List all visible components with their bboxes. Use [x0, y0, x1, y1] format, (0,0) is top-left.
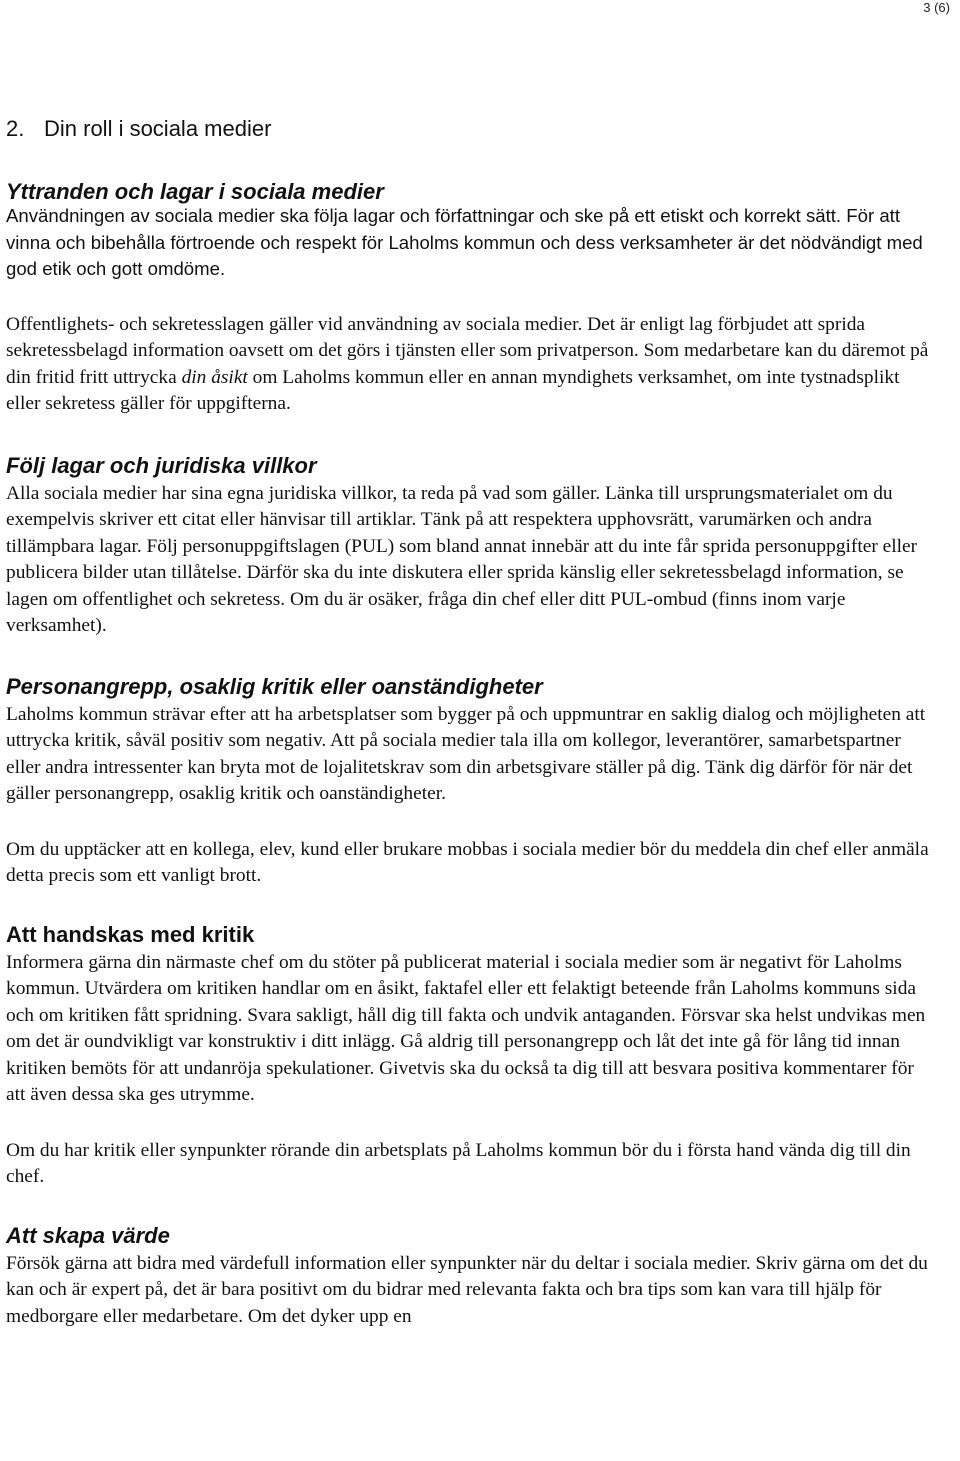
- paragraph-text: Offentlighets- och sekretesslagen gäller vid användning av sociala medier. Det är enligt lag förbjudet att sprida sekretessbelagd information oavsett om det görs i tjänsten eller som privatperson. Som medarbetare kan du däremot på din fritid fritt uttrycka: [6, 313, 929, 388]
- document-body: [6, 112, 931, 1330]
- section-title-kritik: Att handskas med kritik: [6, 921, 255, 947]
- section-paragraph: [6, 312, 931, 418]
- chapter-title: Din roll i sociala medier: [44, 116, 272, 141]
- paragraph-text: om Laholms kommun eller en annan myndighets verksamhet, om inte tystnadsplikt eller sekretess gäller för uppgifterna.: [6, 366, 900, 414]
- emphasis-text: din åsikt: [181, 366, 248, 388]
- section-title-folj-lagar: Följ lagar och juridiska villkor: [6, 452, 317, 478]
- section-title-yttranden: Yttranden och lagar i sociala medier: [6, 179, 384, 204]
- section-paragraph: Alla sociala medier har sina egna juridiska villkor, ta reda på vad som gäller. Länka till ursprungsmaterialet om du exempelvis skriver ett citat eller hänvisar till artiklar. Tänk på att respektera upphovsrätt, varumärken och andra tillämpbara lagar. Följ personuppgiftslagen (PUL) som bland annat innebär att du inte får sprida personuppgifter eller publicera bilder utan tillåtelse. Därför ska du inte diskutera eller sprida känslig eller sekretessbelagd information, se lagen om offentlighet och sekretess. Om du är osäker, fråga din chef eller ditt PUL-ombud (finns inom varje verksamhet).: [6, 482, 918, 636]
- paragraph-text: Användningen av sociala medier ska följa lagar och författningar och ske på ett etiskt och korrekt sätt. För att vinna och bibehålla förtroende och respekt för Laholms kommun och dess verksamheter är det nödvändigt med god etik och gott omdöme.: [6, 205, 923, 279]
- page-number: 3 (6): [923, 0, 950, 15]
- section-paragraph: Försök gärna att bidra med värdefull information eller synpunkter när du deltar i sociala medier. Skriv gärna om det du kan och är expert på, det är bara positivt om du bidrar med relevanta fakta och bra tips som kan vara till hjälp för medborgare eller medarbetare. Om det dyker upp en: [6, 1252, 928, 1327]
- section-title-skapa-varde: Att skapa värde: [6, 1222, 170, 1248]
- section-title-personangrepp: Personangrepp, osaklig kritik eller oanständigheter: [6, 673, 543, 699]
- section-paragraph: Om du har kritik eller synpunkter rörande din arbetsplats på Laholms kommun bör du i första hand vända dig till din chef.: [6, 1139, 911, 1187]
- section-paragraph: Laholms kommun strävar efter att ha arbetsplatser som bygger på och uppmuntrar en saklig dialog och möjligheten att uttrycka kritik, såväl positiv som negativ. Att på sociala medier tala illa om kollegor, leverantörer, samarbetspartner eller andra intressenter kan bryta mot de lojalitetskrav som din arbetsgivare ställer på dig. Tänk dig därför för när det gäller personangrepp, osaklig kritik och oanständigheter.: [6, 703, 926, 804]
- section-paragraph: [6, 203, 931, 283]
- chapter-heading: [6, 112, 931, 146]
- section-paragraph: Om du upptäcker att en kollega, elev, kund eller brukare mobbas i sociala medier bör du meddela din chef eller anmäla detta precis som ett vanligt brott.: [6, 838, 929, 886]
- chapter-number: 2.: [6, 116, 25, 141]
- section-paragraph: Informera gärna din närmaste chef om du stöter på publicerat material i sociala medier som är negativt för Laholms kommun. Utvärdera om kritiken handlar om en åsikt, faktafel eller ett felaktigt beteende från Laholms kommuns sida och om kritiken fått spridning. Svara sakligt, håll dig till fakta och undvik antaganden. Försvar ska helst undvikas men om det är oundvikligt var konstruktiv i ditt inlägg. Gå aldrig till personangrepp och låt det inte gå för lång tid innan kritiken bemöts för att undanröja spekulationer. Givetvis ska du också ta dig till att besvara positiva kommentarer för att även dessa ska ges utrymme.: [6, 951, 926, 1105]
